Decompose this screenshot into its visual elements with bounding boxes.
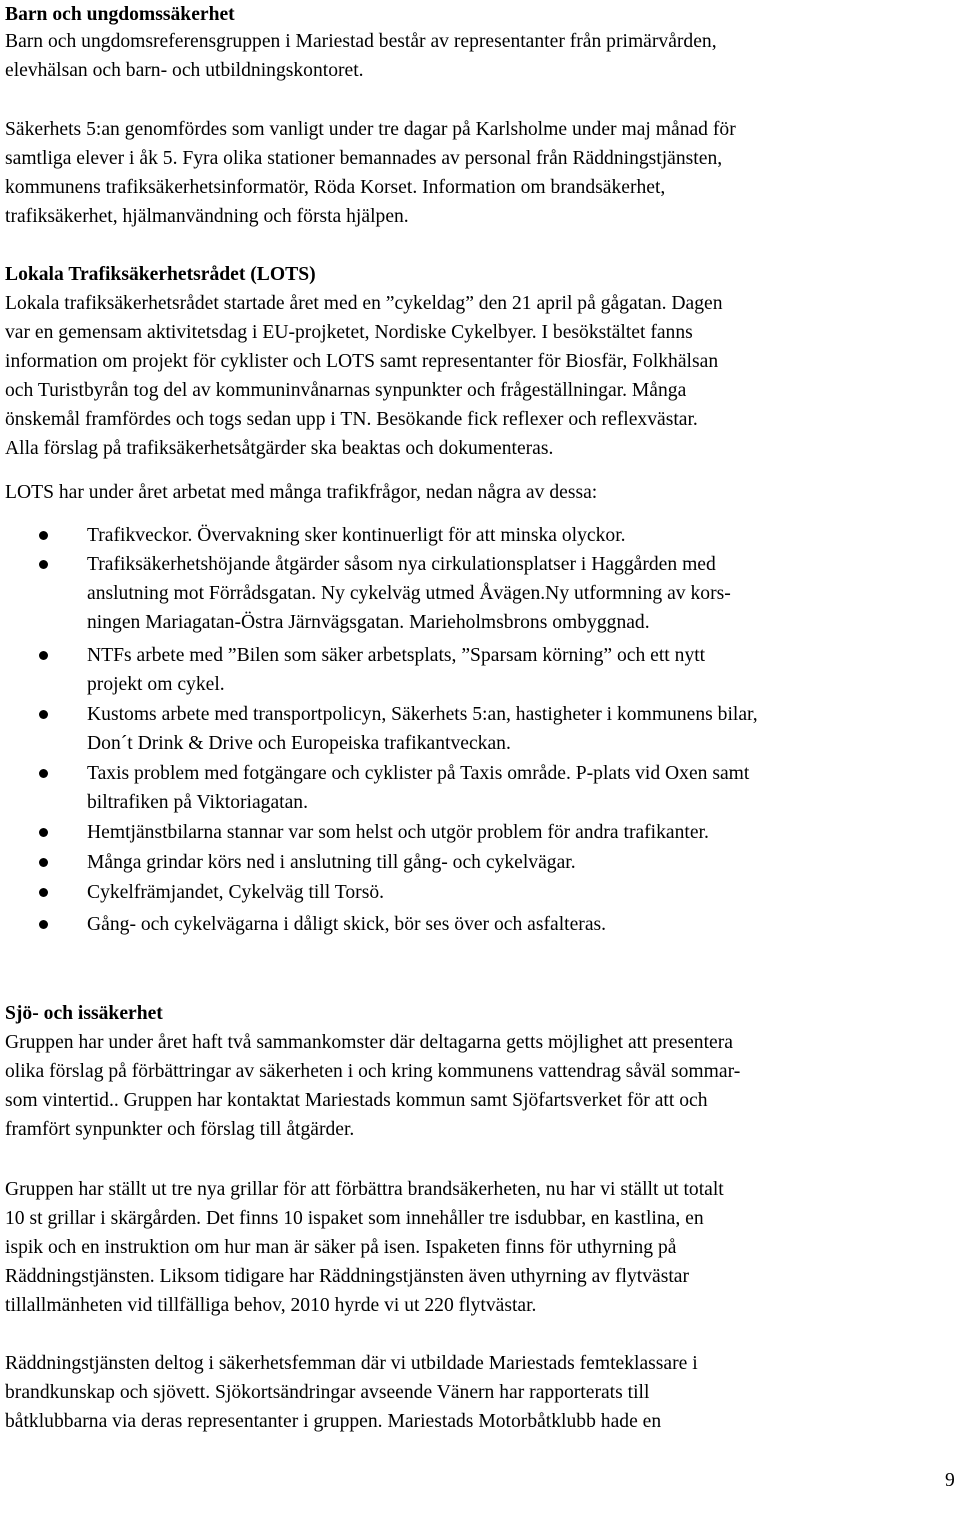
bullet-icon (39, 710, 48, 719)
text-line: information om projekt för cyklister och LOTS samt representanter för Biosfär, Folkhälsan (5, 351, 719, 372)
list-item (5, 910, 953, 940)
text-line: som vintertid.. Gruppen har kontaktat Mariestads kommun samt Sjöfartsverket för att och (5, 1090, 708, 1111)
text-line: brandkunskap och sjövett. Sjökortsändringar avseende Vänern har rapporterats till (5, 1382, 650, 1403)
text-line: Barn och ungdomsreferensgruppen i Mariestad består av representanter från primärvården, (5, 31, 717, 52)
section-heading: Lokala Trafiksäkerhetsrådet (LOTS) (5, 264, 316, 285)
list-item-text: Trafiksäkerhetshöjande åtgärder såsom nya cirkulationsplatser i Haggården med (87, 554, 716, 575)
text-line: var en gemensam aktivitetsdag i EU-projketet, Nordiske Cykelbyer. I besökstältet fanns (5, 322, 693, 343)
list-item-text: Taxis problem med fotgängare och cyklister på Taxis område. P-plats vid Oxen samt (87, 763, 750, 784)
text-line: 10 st grillar i skärgården. Det finns 10 ispaket som innehåller tre isdubbar, en kastlina, en (5, 1208, 704, 1229)
text-line: och Turistbyrån tog del av kommuninvånarnas synpunkter och frågeställningar. Många (5, 380, 687, 401)
list-item-text: anslutning mot Förrådsgatan. Ny cykelväg utmed Åvägen.Ny utformning av kors- (87, 583, 731, 604)
list-item-text: NTFs arbete med ”Bilen som säker arbetsplats, ”Sparsam körning” och ett nytt (87, 645, 706, 666)
list-item (5, 550, 953, 638)
bullet-icon (39, 769, 48, 778)
text-line: tillallmänheten vid tillfälliga behov, 2010 hyrde vi ut 220 flytvästar. (5, 1295, 537, 1316)
list-item-text: Don´t Drink & Drive och Europeiska trafikantveckan. (87, 733, 511, 754)
bullet-icon (39, 651, 48, 660)
list-item (5, 641, 953, 700)
text-line: ispik och en instruktion om hur man är säker på isen. Ispaketen finns för uthyrning på (5, 1237, 677, 1258)
text-line: trafiksäkerhet, hjälmanvändning och första hjälpen. (5, 206, 409, 227)
list-item-text: Trafikveckor. Övervakning sker kontinuerligt för att minska olyckor. (87, 525, 626, 546)
text-line: Räddningstjänsten. Liksom tidigare har Räddningstjänsten även uthyrning av flytvästar (5, 1266, 690, 1287)
text-line: Gruppen har ställt ut tre nya grillar för att förbättra brandsäkerheten, nu har vi ställt ut totalt (5, 1179, 724, 1200)
bullet-icon (39, 888, 48, 897)
list-item (5, 848, 953, 878)
text-line: önskemål framfördes och togs sedan upp i TN. Besökande fick reflexer och reflexvästar. (5, 409, 698, 430)
text-line: olika förslag på förbättringar av säkerheten i och kring kommunens vattendrag såväl sommar- (5, 1061, 741, 1082)
list-item-text: Gång- och cykelvägarna i dåligt skick, bör ses över och asfalteras. (87, 914, 607, 935)
text-line: elevhälsan och barn- och utbildningskontoret. (5, 60, 364, 81)
list-item-text: Många grindar körs ned i anslutning till gång- och cykelvägar. (87, 852, 576, 873)
bullet-icon (39, 560, 48, 569)
text-line: LOTS har under året arbetat med många trafikfrågor, nedan några av dessa: (5, 482, 598, 503)
list-item (5, 759, 953, 818)
section-heading: Sjö- och issäkerhet (5, 1003, 163, 1024)
list-item-text: projekt om cykel. (87, 674, 225, 695)
list-item-text: biltrafiken på Viktoriagatan. (87, 792, 308, 813)
page-number: 9 (945, 1470, 955, 1491)
text-line: kommunens trafiksäkerhetsinformatör, Röda Korset. Information om brandsäkerhet, (5, 177, 666, 198)
bullet-icon (39, 920, 48, 929)
text-line: Alla förslag på trafiksäkerhetsåtgärder ska beaktas och dokumenteras. (5, 438, 554, 459)
list-item (5, 818, 953, 848)
text-line: Räddningstjänsten deltog i säkerhetsfemman där vi utbildade Mariestads femteklassare i (5, 1353, 698, 1374)
bullet-icon (39, 531, 48, 540)
section-heading: Barn och ungdomssäkerhet (5, 4, 235, 25)
text-line: båtklubbarna via deras representanter i gruppen. Mariestads Motorbåtklubb hade en (5, 1411, 662, 1432)
list-item-text: Kustoms arbete med transportpolicyn, Säkerhets 5:an, hastigheter i kommunens bilar, (87, 704, 758, 725)
text-line: samtliga elever i åk 5. Fyra olika stationer bemannades av personal från Räddningstjänsten, (5, 148, 723, 169)
bullet-icon (39, 858, 48, 867)
list-item-text: Hemtjänstbilarna stannar var som helst och utgör problem för andra trafikanter. (87, 822, 709, 843)
bullet-icon (39, 828, 48, 837)
text-line: Säkerhets 5:an genomfördes som vanligt under tre dagar på Karlsholme under maj månad för (5, 119, 736, 140)
list-item-text: Cykelfrämjandet, Cykelväg till Torsö. (87, 882, 385, 903)
text-line: Lokala trafiksäkerhetsrådet startade året med en ”cykeldag” den 21 april på gågatan. Dagen (5, 293, 723, 314)
text-line: framfört synpunkter och förslag till åtgärder. (5, 1119, 355, 1140)
list-item (5, 878, 953, 908)
list-item (5, 700, 953, 759)
text-line: Gruppen har under året haft två sammankomster där deltagarna getts möjlighet att presentera (5, 1032, 733, 1053)
list-item (5, 521, 953, 551)
list-item-text: ningen Mariagatan-Östra Järnvägsgatan. Marieholmsbrons ombyggnad. (87, 612, 650, 633)
